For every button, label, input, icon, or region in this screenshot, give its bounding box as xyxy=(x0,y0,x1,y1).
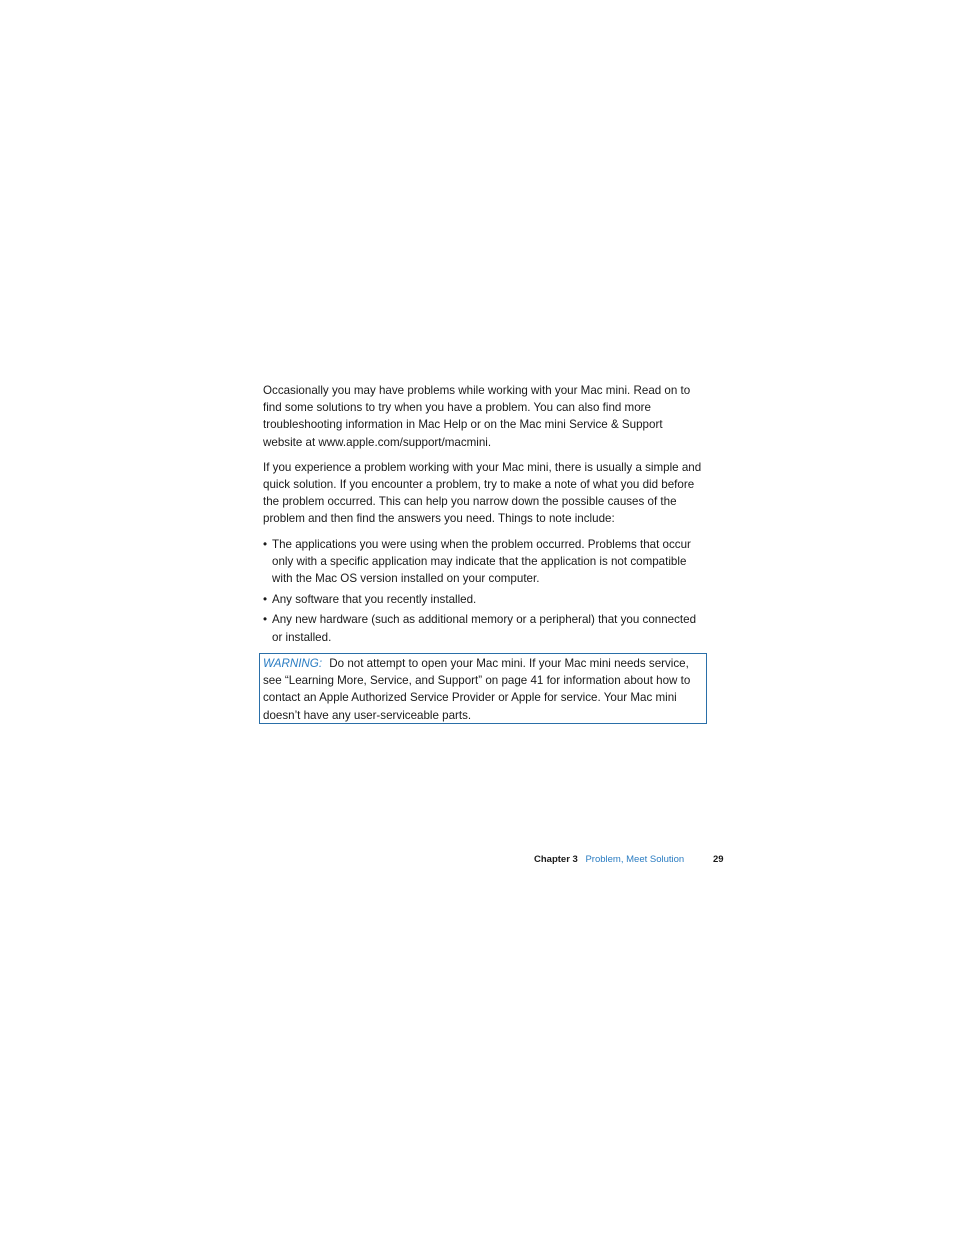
main-content xyxy=(263,382,703,649)
intro-paragraph: Occasionally you may have problems while working with your Mac mini. Read on to find some solutions to try when you have a problem. You can also find more troubleshooting information in Mac Help or on the Mac mini Service & Support website at www.apple.com/support/macmini. xyxy=(263,384,691,449)
notes-list xyxy=(263,536,703,646)
page-number: 29 xyxy=(713,854,724,865)
bullet-icon: • xyxy=(263,613,268,627)
bullet-icon: • xyxy=(263,592,268,606)
warning-label: WARNING: xyxy=(263,657,323,670)
list-item xyxy=(263,536,703,588)
list-item-text: Any new hardware (such as additional memory or a peripheral) that you connected or installed. xyxy=(272,613,697,644)
footer-chapter: Chapter 3 xyxy=(534,854,578,865)
warning-text: Do not attempt to open your Mac mini. If your Mac mini needs service, see “Learning More, Service, and Support” on page 41 for information about how to contact an Apple Authorized Service Provider or Apple for service. Your Mac mini doesn’t have any user-serviceable parts. xyxy=(263,657,691,722)
warning-box xyxy=(259,653,707,724)
list-item xyxy=(263,591,703,608)
problem-paragraph: If you experience a problem working with your Mac mini, there is usually a simple and quick solution. If you encounter a problem, try to make a note of what you did before the problem occurred. This can help you narrow down the possible causes of the problem and then find the answers you need. Things to note include: xyxy=(263,460,702,526)
bullet-icon: • xyxy=(263,537,268,551)
list-item-text: The applications you were using when the problem occurred. Problems that occur only with a specific application may indicate that the application is not compatible with the Mac OS version installed on your computer. xyxy=(272,537,691,586)
list-item xyxy=(263,611,703,645)
footer-chapter-title: Problem, Meet Solution xyxy=(585,854,685,865)
page-footer xyxy=(534,854,724,866)
list-item-text: Any software that you recently installed. xyxy=(272,592,477,606)
